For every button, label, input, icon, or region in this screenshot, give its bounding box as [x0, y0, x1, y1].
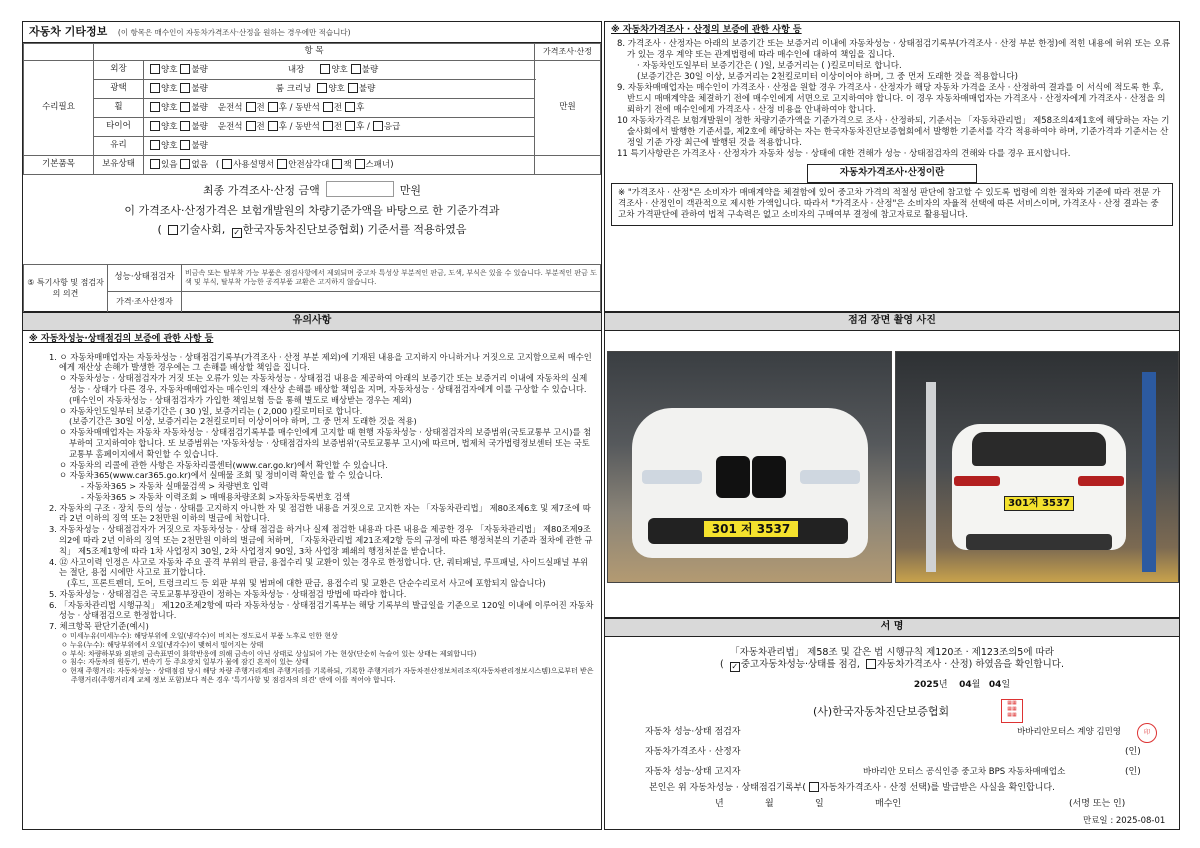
sign-opt-b: 자동차가격조사 · 산정) 하였음을 확인합니다. [876, 659, 1064, 671]
other-info-table [23, 43, 601, 175]
checkbox[interactable] [320, 64, 330, 74]
taillight-left [954, 476, 1000, 486]
rear-license-plate: 301저 3537 [1004, 496, 1074, 511]
row-label: 광택 [94, 80, 144, 99]
note-1c: ㅇ 자동차인도일부터 보증기간은 ( 30 )일, 보증거리는 ( 2,000 )킬로미터로 합니다. [59, 405, 363, 416]
checkbox[interactable] [150, 64, 160, 74]
expiry-date: 만료일 : 2025-08-01 [1083, 816, 1166, 826]
opt: 불량 [191, 83, 208, 94]
confirm-b: 자동차가격조사 · 산정 선택)를 발급받은 사실을 확인합니다. [819, 783, 1055, 793]
opt: 양호 [161, 102, 178, 113]
checkbox[interactable] [150, 140, 160, 150]
sign-month-unit: 월 [971, 680, 981, 691]
row-label: 내장 [287, 64, 305, 75]
opt: 양호 [161, 64, 178, 75]
checkbox[interactable] [150, 83, 160, 93]
opt: 후 / [356, 121, 370, 132]
inspector-seal-stamp: 印 [1137, 723, 1157, 743]
checkbox[interactable] [277, 159, 287, 169]
opt: 양호 [161, 83, 178, 94]
notes-header: 유의사항 [23, 313, 601, 331]
checkbox[interactable] [150, 159, 160, 169]
warranty-title: ※ 자동차가격조사 · 산정의 보증에 관한 사항 등 [611, 25, 802, 35]
opt: 있음 [161, 159, 178, 170]
front-license-plate: 301 저 3537 [703, 520, 799, 538]
basic-label: 기본품목 [24, 156, 94, 175]
special-label: ⑤ 특기사항 및 점검자의 의견 [24, 265, 108, 313]
opt: 스패너 [365, 159, 391, 170]
checkbox[interactable] [866, 659, 876, 669]
row-label: 휠 [94, 99, 144, 118]
signature-header: 서 명 [605, 619, 1179, 637]
appraiser-seal: (인) [1125, 747, 1141, 757]
other-info-section [22, 21, 602, 312]
note-7d: ㅇ 침수: 자동차의 원동기, 변속기 등 주요장치 일부가 물에 잠긴 흔적이 있는 상태 [61, 658, 309, 667]
section-title: 자동차 기타정보 [29, 25, 108, 38]
kidney-grille-left [716, 456, 750, 498]
warranty-p10: 10 자동차가격은 보험개발원이 정한 차량기준가액을 기준가격으로 조사 · 산정하되, 기준서는 「자동차관리법」 제58조의4제1호에 해당하는 자는 기술사회에서 발행한 기준서를, 제2호에 해당하는 자는 한국자동차진단보증협회에서 발행한 기준서를 각각 적용하여야 하며, 기준가격과 기준서는 산정일 기준 가장 최근에 발행된 것을 적용합니다. [617, 116, 1170, 149]
note-1i: - 자동차365 > 자동차 이력조회 > 매매용차량조회 >자동차등록번호 검색 [81, 491, 351, 502]
opt: 후 [356, 102, 365, 113]
note-7: 7. 체크항목 판단기준(예시) [49, 621, 149, 632]
warranty-p8b: (보증기간은 30일 이상, 보증거리는 2천킬로미터 이상이어야 하며, 그 중 먼저 도래한 것을 적용합니다) [637, 71, 1018, 82]
opt: 전 [333, 121, 343, 132]
sign-year-unit: 년 [938, 680, 948, 691]
org-seal-stamp: ▦▦ ▦▦ ▦▦ [1001, 699, 1023, 723]
checkbox[interactable] [180, 159, 190, 169]
opt: 불량 [191, 64, 208, 75]
note-1g: ㅇ 자동차365(www.car365.go.kr)에서 실매물 조회 및 정비이력 확인을 할 수 있습니다. [59, 470, 383, 481]
buyer-date-y: 년 [715, 799, 724, 809]
checkbox[interactable] [246, 121, 256, 131]
checkbox[interactable] [345, 121, 355, 131]
buyer-date-d: 일 [815, 799, 824, 809]
note-6: 6. 「자동차관리법 시행규칙」 제120조제2항에 따라 자동차성능 · 상태점검기록부는 해당 기록부의 발급일을 기준으로 120일 이내에 이루어진 자동차 성능 · 상태점검으로 한정합니다. [49, 599, 594, 621]
warranty-p8: 8. 가격조사 · 산정자는 아래의 보증기간 또는 보증거리 이내에 자동차성능 · 상태점검기록부(가격조사 · 산정 부분 한정)에 적힌 내용에 허위 또는 오류가 있는 경우 계약 또는 관계법령에 따라 매수인에 대하여 책임을 집니다. [617, 38, 1171, 60]
rear-bumper [966, 534, 1112, 550]
opt: 후 / 동반석 [278, 121, 320, 132]
photo-header: 점검 장면 촬영 사진 [605, 313, 1179, 331]
checkbox[interactable] [246, 102, 256, 112]
note-1f: ㅇ 자동차의 리콜에 관한 사항은 자동차리콜센터(www.car.go.kr)에서 확인할 수 있습니다. [59, 459, 388, 470]
opt: 불량 [191, 121, 208, 132]
note-2: 2. 자동차의 구조 · 장치 등의 성능 · 상태를 고지하지 아니한 자 및 점검한 내용을 거짓으로 고지한 자는 「자동차관리법」 제80조제6호 및 제7조에 따라 2년 이하의 징역 또는 2천만원 이하의 벌금에 처합니다. [49, 502, 591, 524]
opt: ) [390, 159, 394, 170]
checkbox[interactable] [180, 102, 190, 112]
checkbox[interactable] [332, 159, 342, 169]
buyer-date-m: 월 [765, 799, 774, 809]
opt: 후 / 동반석 [278, 102, 320, 113]
opt: 양호 [331, 64, 348, 75]
note-4: 4. ⑫ 사고이력 인정은 사고로 자동차 주요 골격 부위의 판금, 용접수리 및 교환이 있는 경우로 한정합니다. 단, 쿼터패널, 루프패널, 사이드실패널 부위는 절단, 용접 시에만 사고로 표기합니다. [49, 556, 588, 578]
buyer-sign: (서명 또는 인) [1069, 799, 1126, 809]
final-price-input[interactable] [326, 181, 394, 197]
checkbox[interactable]: ✓ [233, 227, 241, 237]
basis-text-2: ( 기술사회, ✓ 한국자동차진단보증협회) 기준서를 적용하였음 [157, 222, 467, 237]
row-label: 타이어 [94, 118, 144, 137]
special-table [23, 264, 601, 313]
checkbox[interactable] [168, 225, 178, 235]
checkbox[interactable] [348, 83, 358, 93]
inspector-name: 바바리안모터스 계양 김민영 [1017, 727, 1121, 737]
row-label: 보유상태 [94, 156, 144, 175]
inspector-opinion: 비금속 또는 탈부착 가능 부품은 점검사항에서 제외되며 중고차 특성상 부분적인 판금, 도색, 부식은 있을 수 있습니다. 부분적인 판금 도색 및 부식, 탈부착 가능한 공격부품 교환은 고지하지 않습니다. [182, 265, 601, 292]
checkbox[interactable] [180, 64, 190, 74]
checkbox[interactable] [150, 102, 160, 112]
inspector-label: 성능·상태점검자 [108, 265, 182, 292]
opt: 응급 [383, 121, 401, 132]
headlight-left [642, 470, 702, 484]
checkbox[interactable] [268, 102, 278, 112]
sign-opt-a: 중고자동차성능·상태를 점검, [740, 659, 860, 671]
note-1: 1. ㅇ 자동차매매업자는 자동차성능 · 상태점검기록부(가격조사 · 산정 부분 제외)에 기재된 내용을 고지하지 아니하거나 거짓으로 고지함으로써 매수인에게 재산상 손해가 발생한 경우에는 그 손해를 배상할 책임을 집니다. [49, 351, 592, 373]
note-7b: ㅇ 누유(누수): 해당부위에서 오일(냉각수)이 맺혀서 떨어지는 상태 [61, 640, 264, 649]
buyer-confirm [649, 782, 1055, 795]
buyer-label: 매수인 [875, 799, 902, 809]
notifier-name: 바바리안 모터스 공식인증 중고차 BPS 자동차매매업소 [863, 767, 1066, 777]
note-7c: ㅇ 부식: 차량하부와 외판의 금속표면이 화학반응에 의해 금속이 아닌 상태로 상실되어 가는 현상(단순히 녹슬어 있는 상태는 제외합니다) [61, 649, 477, 658]
basis-opt-a: 기술사회, [179, 222, 226, 236]
lift-post-right [1142, 372, 1156, 572]
repair-label: 수리필요 [24, 61, 94, 156]
note-7e: ㅇ 현재 주행거리: 자동차성능 · 상태점검 당시 해당 차량 주행거리계의 주행거리를 기록하되, 기록한 주행거리가 자동차전산정보처리조직(자동차관리정보시스템)으로부터 받은 주행거리(주행거리계 교체 정보 포함)보다 적은 경우 '특기사항 및 점검자의 의견' 란에 이를 적어야 합니다. [61, 667, 594, 684]
opt: ( [215, 159, 220, 170]
opt: 양호 [328, 83, 345, 94]
opt: 전 [256, 121, 265, 132]
final-price-label: 최종 가격조사·산정 금액 [202, 184, 320, 197]
sign-year: 2025 [913, 680, 939, 691]
notes-title: ※ 자동차성능·상태점검의 보증에 관한 사항 등 [29, 334, 214, 344]
checkbox[interactable] [373, 121, 383, 131]
opt: 양호 [161, 140, 178, 151]
final-price-unit: 만원 [399, 184, 421, 197]
checkbox[interactable] [345, 102, 355, 112]
checkbox[interactable] [323, 121, 333, 131]
note-5: 5. 자동차성능 · 상태점검은 국토교통부장관이 정하는 자동차성능 · 상태점검 방법에 따라야 합니다. [49, 588, 407, 599]
warranty-p11: 11 특기사항란은 가격조사 · 산정자가 자동차 성능 · 상태에 대한 견해가 성능 · 상태점검자의 견해와 다를 경우 표시합니다. [617, 149, 1071, 160]
row-label: 룸 크리닝 [275, 83, 312, 94]
checkbox[interactable] [180, 140, 190, 150]
lift-post-left [926, 382, 936, 572]
warranty-p9: 9. 자동차매매업자는 매수인이 가격조사 · 산정을 원할 경우 가격조사 · 산정자가 해당 자동차 가격을 조사 · 산정하여 결과를 이 서식에 적도록 한 후, 반드시 매매계약을 체결하기 전에 매수인에게 서면으로 고지하여야 합니다. 이 경우 자동차매매업자는 가격조사 · 산정자에게 가격조사 · 산정을 의뢰하기 전에 매수인에게 가격조사 · 산정 비용을 안내하여야 합니다. [617, 82, 1166, 115]
opt: 운전석 [217, 102, 243, 113]
front-photo [607, 351, 892, 583]
sign-line-2: ( ✓ 중고자동차성능·상태를 점검, 자동차가격조사 · 산정) 하였음을 확인합니다. [720, 659, 1064, 672]
taillight-right [1078, 476, 1124, 486]
notifier-seal: (인) [1125, 767, 1141, 777]
final-price-row [23, 181, 601, 198]
checkbox[interactable] [150, 121, 160, 131]
price-unit: 만원 [535, 61, 601, 156]
checkbox[interactable] [268, 121, 278, 131]
notifier-label: 자동차 성능·상태 고지자 [645, 767, 741, 777]
appraiser-label: 자동차가격조사 · 산정자 [645, 747, 741, 757]
definition-text: ※ "가격조사 · 산정"은 소비자가 매매계약을 체결함에 있어 중고차 가격의 적절성 판단에 참고할 수 있도록 법령에 의한 절차와 기준에 따라 전문 가격조사 · 산정인이 객관적으로 제시한 가액입니다. 따라서 "가격조사 · 산정"은 소비자의 자율적 선택에 따른 서비스이며, 가격조사 · 산정 결과는 중고차 가격판단에 관하여 법적 구속력은 없고 소비자의 구매여부 결정에 참고자료로 활용됩니다. [611, 183, 1173, 226]
appraisal-warranty-section [604, 21, 1180, 312]
note-4b: (후드, 프론트펜더, 도어, 트렁크리드 등 외판 부위 및 범퍼에 대한 판금, 용접수리 및 교환은 단순수리로서 사고에 포함되지 않습니다) [67, 578, 546, 589]
checkbox[interactable] [317, 83, 327, 93]
section-note: (이 항목은 매수인이 자동차가격조사·산정을 원하는 경우에만 적습니다) [117, 28, 351, 37]
checkbox[interactable] [180, 83, 190, 93]
warranty-p8a: · 자동차인도일부터 보증기간은 ( )일, 보증거리는 ( )킬로미터로 합니다. [637, 60, 902, 71]
inspector-label: 자동차 성능·상태 점검자 [645, 727, 741, 737]
checkbox[interactable] [180, 121, 190, 131]
note-1h: - 자동차365 > 자동차 실매물검색 > 차량번호 입력 [81, 481, 269, 492]
sign-day-unit: 일 [1001, 680, 1011, 691]
note-1e: ㅇ 자동차매매업자는 자동차 자동차성능 · 상태점검기록부를 매수인에게 고지할 때 현행 자동차성능 · 상태점검자의 보증범위(국토교통부 고시)를 첨부하여 고지하여야 합니다. 또 보증범위는 '자동차성능 · 상태점검자의 보증범위'(국토교통부 고시)에 따르며, 법제처 국가법령정보센터 또는 국토교통부 홈페이지에서 확인할 수 있습니다. [59, 427, 592, 459]
checkbox[interactable] [222, 159, 232, 169]
checkbox[interactable] [355, 159, 365, 169]
photo-section [604, 312, 1180, 618]
checkbox[interactable] [323, 102, 333, 112]
opt: 불량 [191, 140, 208, 151]
row-label: 유리 [94, 137, 144, 156]
appraiser-opinion[interactable] [182, 292, 601, 313]
opt: 양호 [161, 121, 178, 132]
note-1b: ㅇ 자동차성능 · 상태점검자가 거짓 또는 오류가 있는 자동차성능 · 상태점검 내용을 제공하여 아래의 보증기간 또는 보증거리 이내에 자동차의 실제 성능 · 상태가 다른 경우, 자동차매매업자는 매수인의 재산상 손해를 배상할 책임을 지며, 자동차성능 · 상태점검자에게 이를 구상할 수 있습니다.(매수인이 자동차성능 · 상태점검자가 가입한 책임보험 등을 통해 별도로 배상받는 경우는 제외) [59, 373, 588, 405]
opt: 사용설명서 [233, 159, 275, 170]
note-3: 3. 자동차성능 · 상태점검자가 거짓으로 자동차성능 · 상태 점검을 하거나 실제 점검한 내용과 다른 내용을 제공한 경우 「자동차관리법」 제80조제9조의2에 따라 2년 이하의 징역 또는 2천만원 이하의 벌금에 처하며, 「자동차관리법 제21조제2항 등의 규정에 따른 행정처분의 기준과 절차에 관한 규칙」 제5조제1항에 따라 1차 사업정지 30일, 2차 사업정지 90일, 3차 사업장 폐쇄의 행정처분을 받습니다. [49, 524, 593, 556]
opt: 운전석 [217, 121, 243, 132]
note-1d: (보증기간은 30일 이상, 보증거리는 2천킬로미터 이상이어야 하며, 그 중 먼저 도래한 것을 적용) [69, 416, 417, 427]
sign-month: 04 [959, 680, 972, 691]
headlight-right [800, 470, 860, 484]
notes-section [22, 312, 602, 830]
row-label: 외장 [94, 61, 144, 80]
opt: 불량 [358, 83, 376, 94]
definition-title: 자동차가격조사·산정이란 [807, 164, 977, 182]
confirm-a: 본인은 위 자동차성능 · 상태점검기록부( [649, 783, 806, 793]
basis-opt-b: 한국자동차진단보증협회) 기준서를 적용하였음 [242, 222, 467, 236]
opt: 전 [333, 102, 343, 113]
checkbox[interactable]: ✓ [731, 662, 739, 672]
col-item: 항 목 [94, 44, 535, 61]
opt: 잭 [343, 159, 352, 170]
opt: 없음 [191, 159, 208, 170]
opt: 불량 [361, 64, 379, 75]
kidney-grille-right [752, 456, 786, 498]
checkbox[interactable] [351, 64, 361, 74]
rear-window [972, 432, 1106, 466]
opt: 불량 [191, 102, 208, 113]
basis-text: 이 가격조사·산정가격은 보험개발원의 차량기준가액을 바탕으로 한 기준가격과 [124, 204, 500, 218]
sign-line-1: 「자동차관리법」 제58조 및 같은 법 시행규칙 제120조 · 제123조의5에 따라 [730, 647, 1054, 658]
sign-day: 04 [988, 680, 1002, 691]
note-7a: ㅇ 미세누유(미세누수): 해당부위에 오일(냉각수)이 비치는 정도로서 부품 노후로 인한 현상 [61, 632, 338, 640]
opt: 전 [256, 102, 265, 113]
opt: 안전삼각대 [288, 159, 330, 170]
appraiser-label: 가격·조사산정자 [108, 292, 182, 313]
signature-section [604, 618, 1180, 830]
col-price: 가격조사·산정 [535, 44, 601, 61]
rear-photo [895, 351, 1179, 583]
checkbox[interactable] [809, 782, 819, 792]
sign-date [605, 680, 1179, 692]
sign-org: (사)한국자동차진단보증협회 [813, 705, 950, 718]
